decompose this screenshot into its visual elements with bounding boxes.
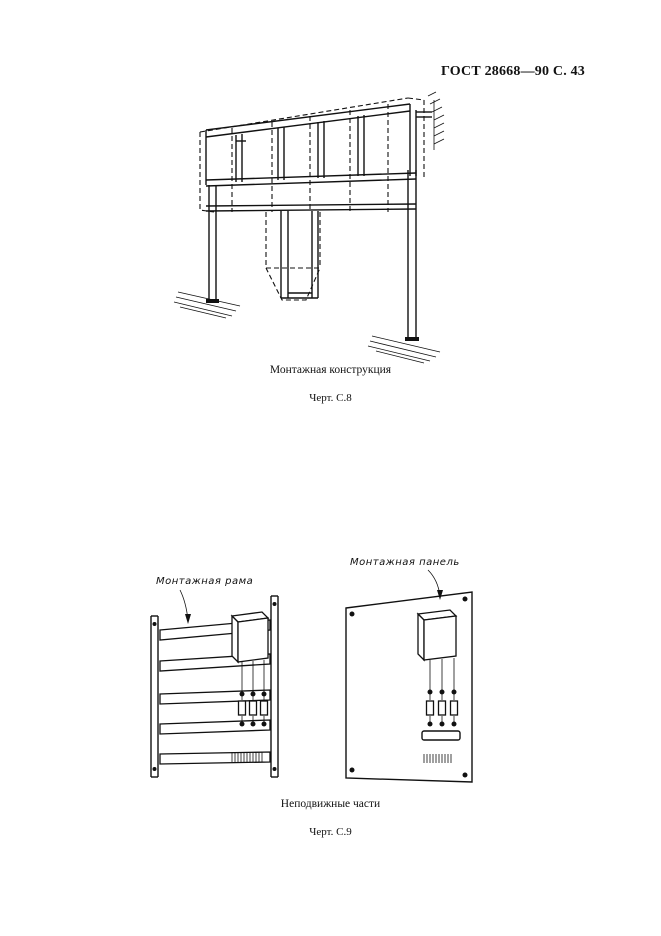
page-header: ГОСТ 28668—90 С. 43 — [441, 64, 585, 79]
figure-8-label: Черт. С.8 — [309, 392, 352, 404]
figure-9-label: Черт. С.9 — [309, 826, 352, 838]
figure-9-caption: Неподвижные части — [280, 798, 381, 810]
mounting-panel-label: Монтажная панель — [350, 557, 460, 568]
figure-8-caption: Монтажная конструкция — [269, 364, 392, 376]
mounting-frame-label: Монтажная рама — [156, 576, 254, 587]
